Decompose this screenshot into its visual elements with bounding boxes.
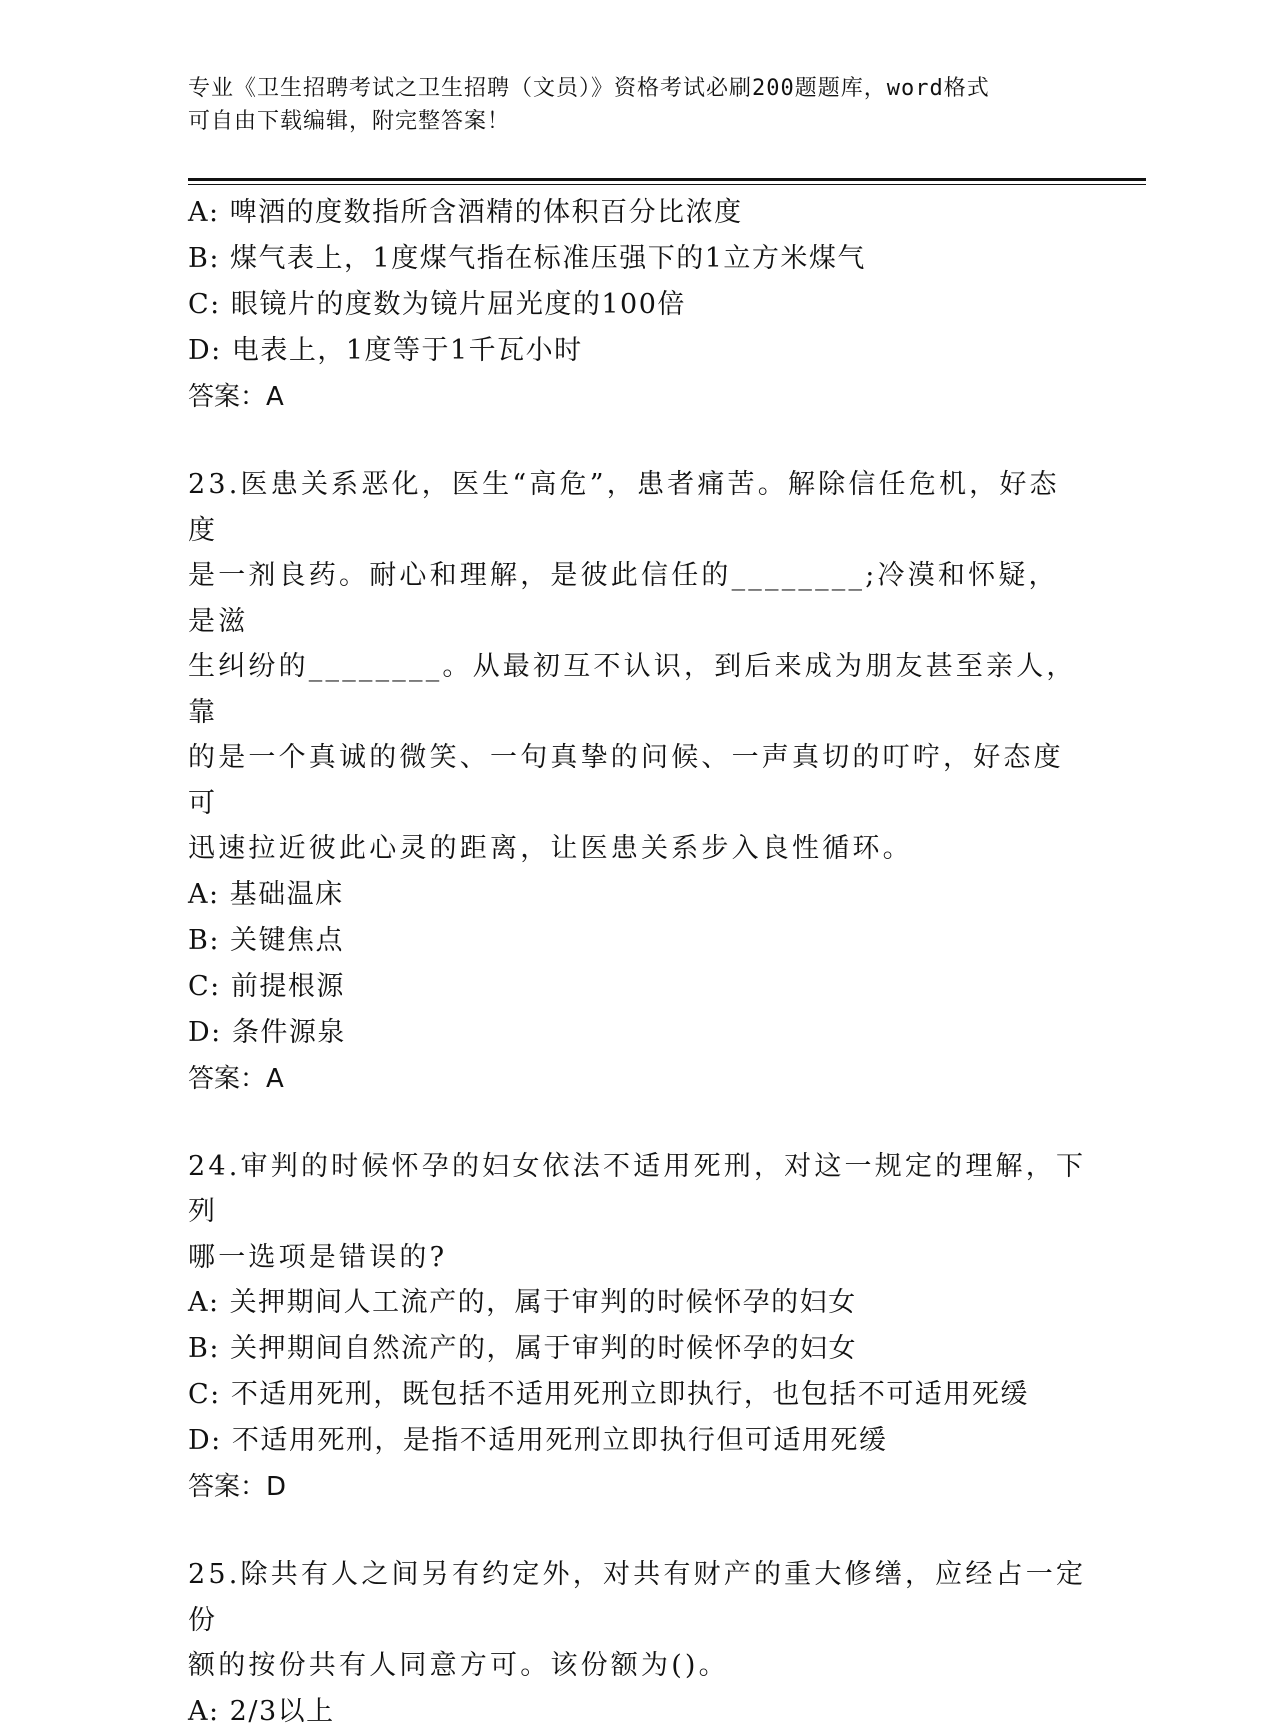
option-c: C: 前提根源 (188, 970, 345, 1002)
question-stem-line: 额的按份共有人同意方可。该份额为()。 (188, 1650, 729, 1681)
option-a: A: 啤酒的度数指所含酒精的体积百分比浓度 (188, 197, 743, 228)
question-25 (188, 1552, 1088, 1735)
header-divider-thin (188, 184, 1146, 185)
option-d: D: 电表上，1度等于1千瓦小时 (188, 335, 583, 366)
header-divider-thick (188, 178, 1146, 181)
option-a: A: 基础温床 (188, 878, 344, 910)
document-header (188, 72, 1068, 138)
question-stem-line: 哪一选项是错误的? (188, 1241, 448, 1273)
option-b: B: 煤气表上，1度煤气指在标准压强下的1立方米煤气 (188, 243, 866, 274)
question-stem-line: 是一剂良药。耐心和理解，是彼此信任的________;冷漠和怀疑，是滋 (188, 560, 1059, 637)
answer: 答案：A (188, 1063, 284, 1094)
question-stem-line: 24.审判的时候怀孕的妇女依法不适用死刑，对这一规定的理解，下列 (188, 1150, 1087, 1227)
option-d: D: 条件源泉 (188, 1016, 346, 1048)
option-c: C: 眼镜片的度数为镜片屈光度的100倍 (188, 289, 686, 320)
option-a: A: 2/3以上 (188, 1695, 335, 1727)
question-22 (188, 190, 1088, 420)
option-c: C: 不适用死刑，既包括不适用死刑立即执行，也包括不可适用死缓 (188, 1379, 1029, 1410)
option-a: A: 关押期间人工流产的，属于审判的时候怀孕的妇女 (188, 1287, 857, 1318)
option-b: B: 关押期间自然流产的，属于审判的时候怀孕的妇女 (188, 1333, 858, 1364)
question-stem-line: 迅速拉近彼此心灵的距离，让医患关系步入良性循环。 (188, 833, 913, 864)
question-23 (188, 462, 1088, 1102)
question-stem-line: 23.医患关系恶化，医生“高危”，患者痛苦。解除信任危机，好态度 (188, 469, 1060, 546)
question-content (188, 190, 1088, 1735)
header-line-1: 专业《卫生招聘考试之卫生招聘（文员）》资格考试必刷200题题库，word格式 (188, 76, 990, 101)
option-b: B: 关键焦点 (188, 924, 345, 956)
header-line-2: 可自由下载编辑，附完整答案！ (188, 109, 511, 134)
option-d: D: 不适用死刑，是指不适用死刑立即执行但可适用死缓 (188, 1425, 888, 1456)
answer: 答案：D (188, 1472, 287, 1502)
question-stem-line: 的是一个真诚的微笑、一句真挚的问候、一声真切的叮咛，好态度可 (188, 742, 1064, 819)
question-stem-line: 25.除共有人之间另有约定外，对共有财产的重大修缮，应经占一定份 (188, 1559, 1087, 1636)
question-24 (188, 1144, 1088, 1511)
question-stem-line: 生纠纷的________。从最初互不认识，到后来成为朋友甚至亲人，靠 (188, 651, 1077, 728)
answer: 答案：A (188, 382, 284, 412)
